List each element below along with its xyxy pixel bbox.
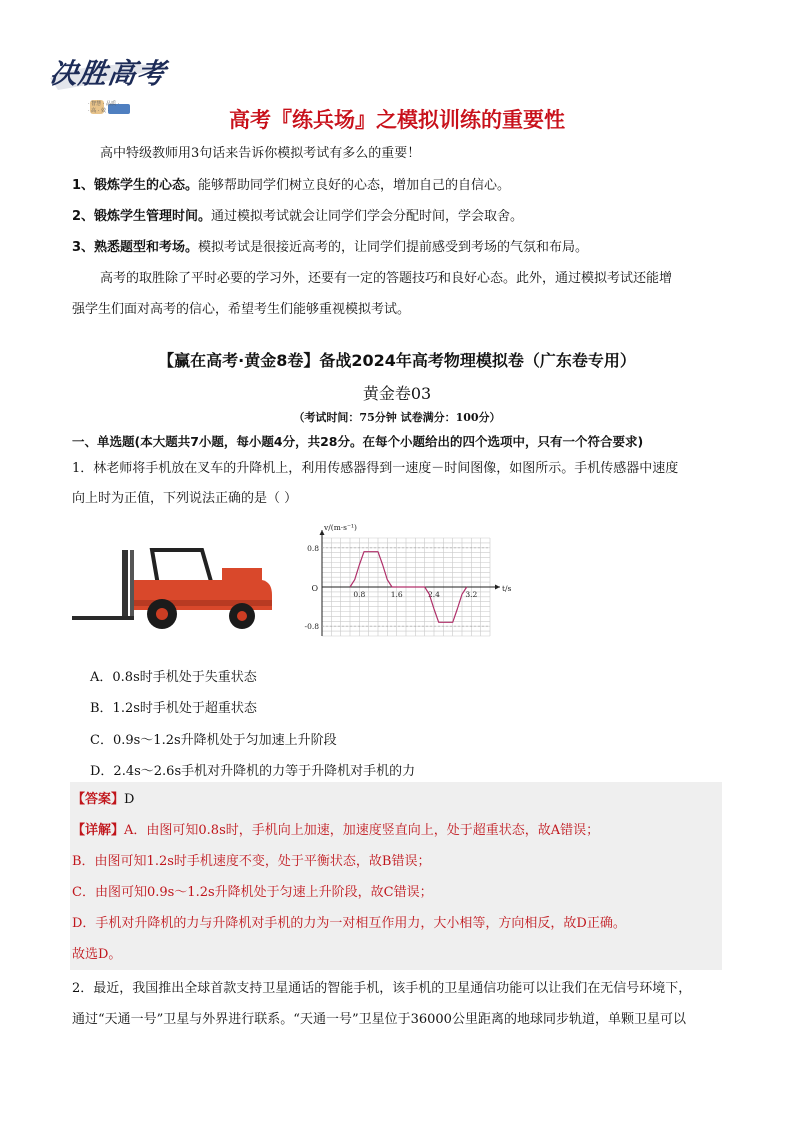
intro-text: 高中特级教师用3句话来告诉你模拟考试有多么的重要！	[100, 146, 421, 161]
detail-line-3: C．由图可知0.9s～1.2s升降机处于匀速上升阶段，故C错误；	[72, 885, 433, 900]
logo-text: 决胜高考	[47, 57, 169, 90]
x-tick-label: 3.2	[465, 590, 478, 599]
point-2	[72, 208, 523, 226]
section-header: 一、单选题(本大题共7小题，每小题4分，共28分。在每个小题给出的四个选项中，只有一个符合要求)	[72, 434, 644, 449]
point-1-label: 1、锻炼学生的心态。	[72, 178, 199, 193]
page-headline: 高考『练兵场』之模拟训练的重要性	[229, 108, 565, 132]
q2-line-1: 2．最近，我国推出全球首款支持卫星通话的智能手机，该手机的卫星通信功能可以让我们在无信号环境下，	[72, 981, 692, 996]
point-3-text: 模拟考试是很接近高考的，让同学们提前感受到考场的气氛和布局。	[198, 240, 589, 255]
point-1-text: 能够帮助同学们树立良好的心态，增加自己的自信心。	[198, 178, 511, 193]
q2-line-2: 通过“天通一号”卫星与外界进行联系。“天通一号”卫星位于36000公里距离的地球同步轨道，单颗卫星可以	[72, 1012, 686, 1027]
detail-line-4: D．手机对升降机的力与升降机对手机的力为一对相互作用力，大小相等，方向相反，故D正确。	[72, 916, 626, 931]
detail-label: 【详解】	[72, 823, 125, 838]
answer-label: 【答案】	[72, 792, 125, 807]
closing-line-1: 高考的取胜除了平时必要的学习外，还要有一定的答题技巧和良好心态。此外，通过模拟考试还能增	[100, 271, 673, 286]
logo-caption: · 智慧 · 品质 ·	[88, 101, 120, 107]
q1-option-a: A．0.8s时手机处于失重状态	[90, 670, 257, 685]
detail-conclusion: 故选D。	[72, 947, 122, 962]
point-2-label: 2、锻炼学生管理时间。	[72, 209, 212, 224]
vt-chart-svg	[300, 520, 515, 645]
velocity-time-chart	[300, 520, 515, 645]
point-2-text: 通过模拟考试就会让同学们学会分配时间，学会取舍。	[211, 209, 524, 224]
point-3	[72, 239, 588, 257]
y-tick-label: -0.8	[304, 622, 319, 632]
y-axis-label: v/(m·s⁻¹)	[324, 523, 357, 532]
answer-line	[72, 791, 134, 809]
q1-line-1: 1．林老师将手机放在叉车的升降机上，利用传感器得到一速度－时间图像，如图所示。手机传感器中速度	[72, 461, 679, 476]
exam-title: 【赢在高考·黄金8卷】备战2024年高考物理模拟卷（广东卷专用）	[158, 351, 636, 370]
answer-value: D	[124, 792, 135, 807]
forklift-image	[72, 540, 277, 630]
detail-line-1	[72, 822, 599, 840]
y-tick-label: 0.8	[307, 543, 319, 553]
detail-line-2: B．由图可知1.2s时手机速度不变，处于平衡状态，故B错误；	[72, 854, 431, 869]
exam-subtitle: 黄金卷03	[362, 384, 432, 403]
answer-box	[70, 782, 722, 970]
x-tick-label: 1.6	[390, 590, 403, 599]
detail-text-1: A．由图可知0.8s时，手机向上加速，加速度竖直向上，处于超重状态，故A错误；	[124, 823, 600, 838]
x-tick-label: 2.4	[428, 590, 440, 599]
logo-caption-2: · 高 · 效 ·	[88, 108, 110, 114]
closing-line-2: 强学生们面对高考的信心，希望考生们能够重视模拟考试。	[72, 302, 411, 317]
point-1	[72, 177, 510, 195]
q1-option-b: B．1.2s时手机处于超重状态	[90, 701, 257, 716]
x-axis-arrow	[495, 585, 500, 590]
origin-label: O	[311, 584, 318, 593]
q1-option-d: D．2.4s～2.6s手机对升降机的力等于升降机对手机的力	[90, 764, 416, 779]
exam-meta: （考试时间：75分钟 试卷满分：100分）	[293, 411, 501, 424]
q1-option-c: C．0.9s～1.2s升降机处于匀加速上升阶段	[90, 733, 337, 748]
forklift-icon	[72, 540, 277, 630]
q1-line-2: 向上时为正值，下列说法正确的是（ ）	[72, 491, 298, 506]
x-axis-label: t/s	[502, 584, 512, 593]
x-tick-label: 0.8	[353, 590, 366, 599]
point-3-label: 3、熟悉题型和考场。	[72, 240, 199, 255]
